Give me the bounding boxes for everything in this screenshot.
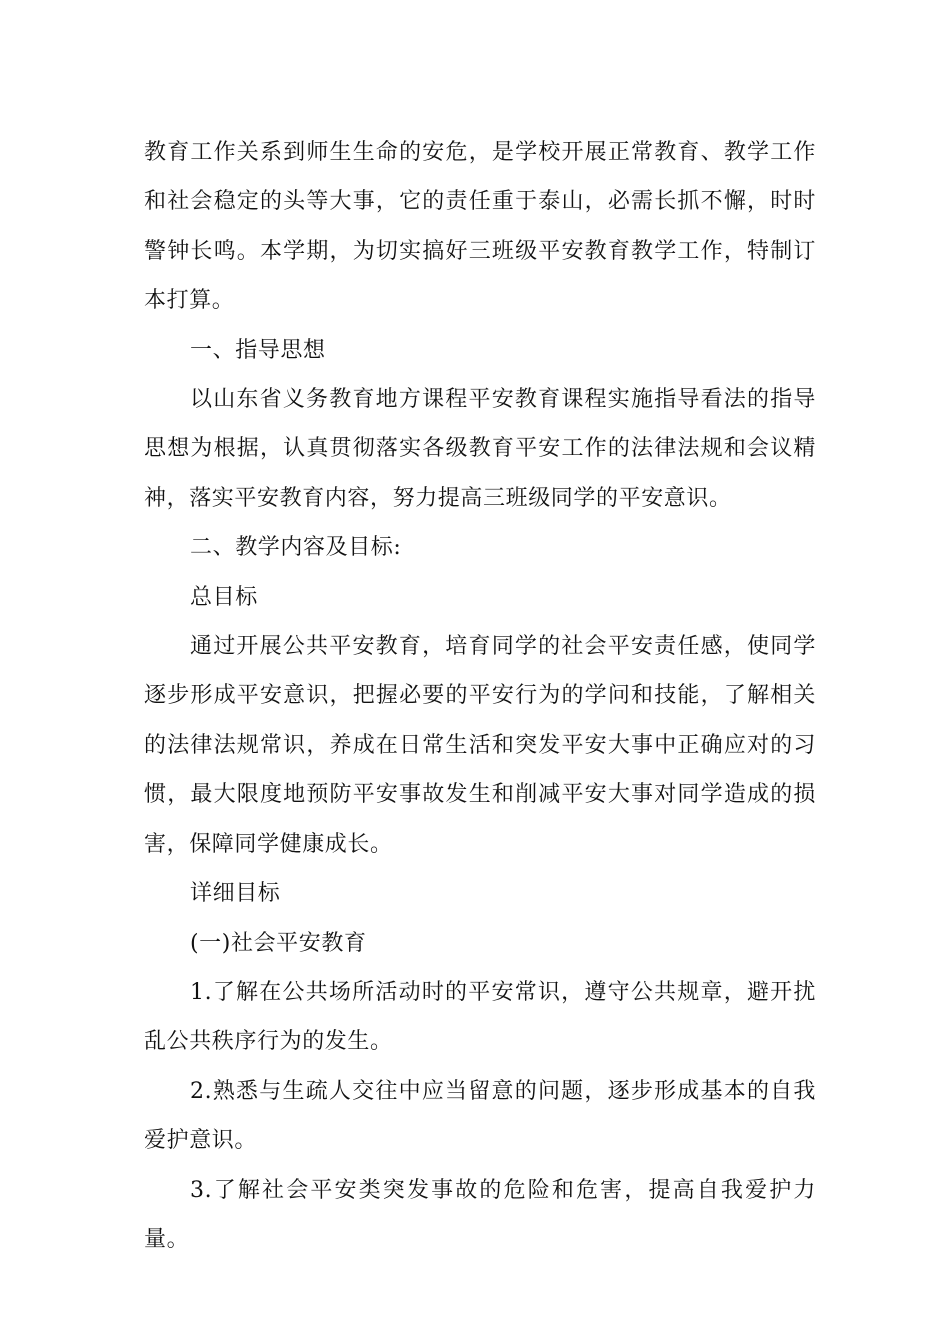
document-body — [144, 128, 816, 1264]
section-heading-guiding-ideology: 一、指导思想 — [190, 337, 326, 363]
subheading-social-safety: (一)社会平安教育 — [190, 930, 367, 956]
guiding-ideology-paragraph: 以山东省义务教育地方课程平安教育课程实施指导看法的指导思想为根据，认真贯彻落实各级教育平安工作的法律法规和会议精神，落实平安教育内容，努力提高三班级同学的平安意识。 — [144, 387, 816, 511]
subheading-overall-goal: 总目标 — [190, 584, 258, 610]
list-item: 2.熟悉与生疏人交往中应当留意的问题，逐步形成基本的自我爱护意识。 — [144, 1078, 816, 1154]
list-item: 3.了解社会平安类突发事故的危险和危害，提高自我爱护力量。 — [144, 1177, 816, 1252]
intro-paragraph: 教育工作关系到师生生命的安危，是学校开展正常教育、教学工作和社会稳定的头等大事，它的责任重于泰山，必需长抓不懈，时时警钟长鸣。本学期，为切实搞好三班级平安教育教学工作，特制订本打算。 — [144, 140, 816, 314]
overall-goal-paragraph: 通过开展公共平安教育，培育同学的社会平安责任感，使同学逐步形成平安意识，把握必要的平安行为的学问和技能，了解相关的法律法规常识，养成在日常生活和突发平安大事中正确应对的习惯，最大限度地预防平安事故发生和削减平安大事对同学造成的损害，保障同学健康成长。 — [144, 634, 816, 857]
section-heading-content-and-goals: 二、教学内容及目标: — [190, 535, 402, 561]
list-item: 1.了解在公共场所活动时的平安常识，遵守公共规章，避开扰乱公共秩序行为的发生。 — [144, 979, 816, 1055]
subheading-detailed-goals: 详细目标 — [190, 881, 281, 907]
